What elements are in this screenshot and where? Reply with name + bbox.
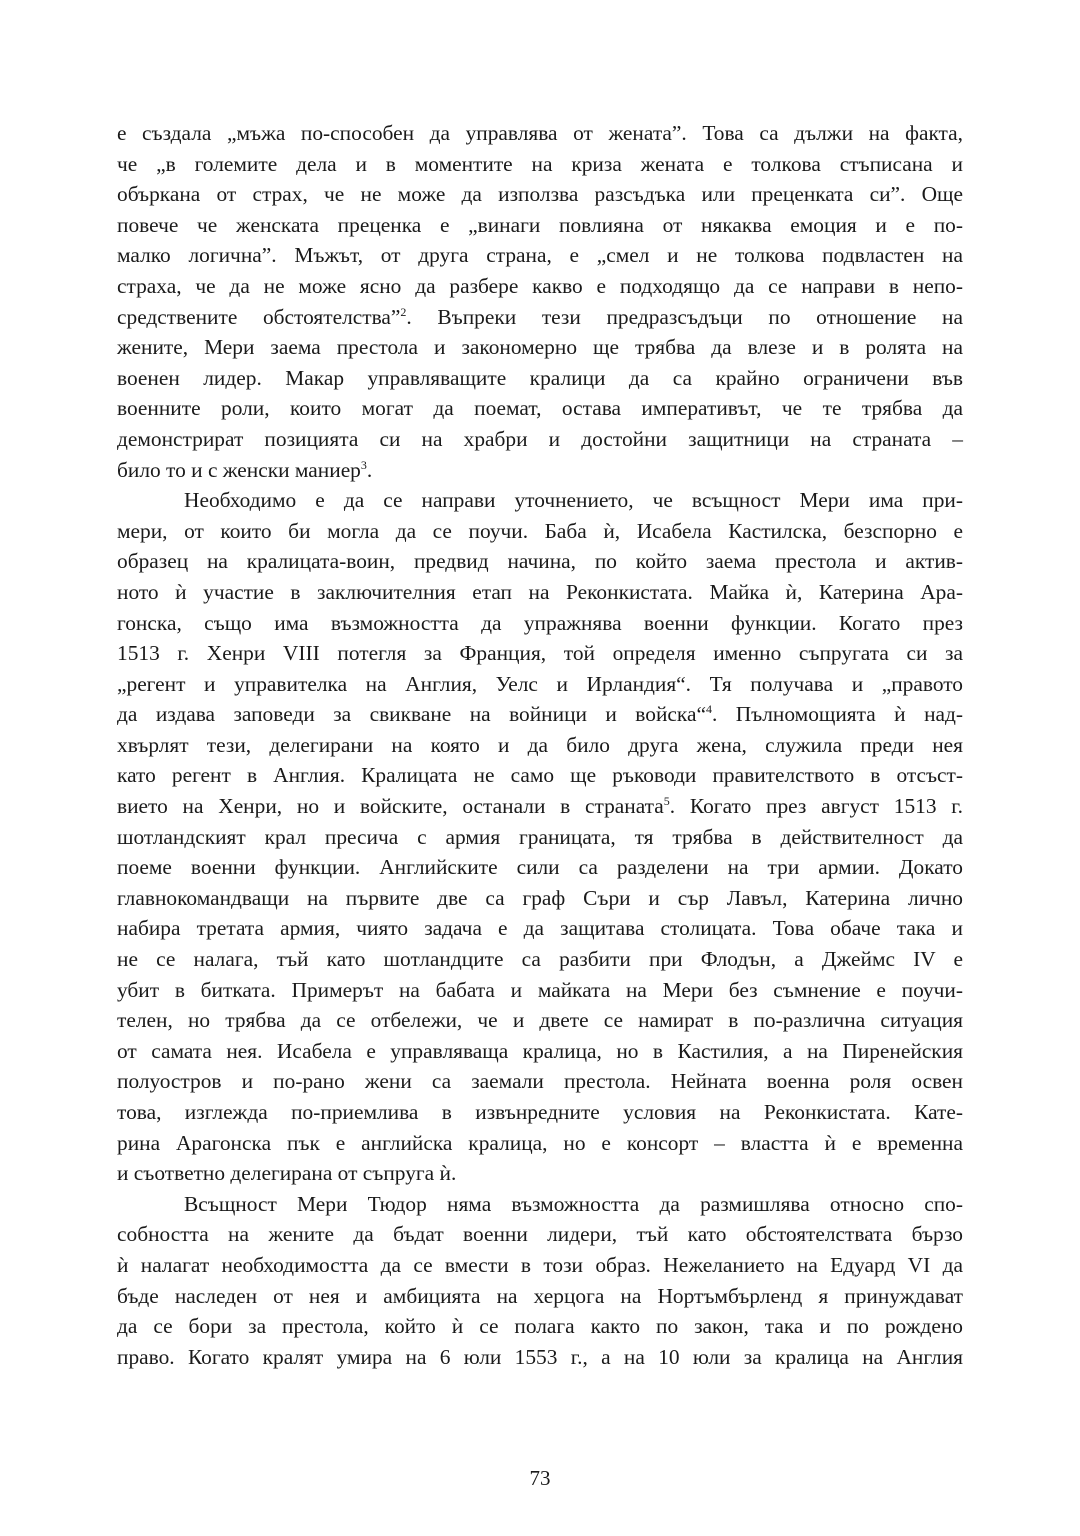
text-segment: полуостров и по-рано жени са заемали престола. Нейната военна роля освен: [117, 1069, 963, 1094]
text-segment: образец на кралицата-воин, предвид начина, по който заема престола и актив-: [117, 549, 963, 574]
text-line: [117, 730, 963, 761]
paragraph: [117, 1189, 963, 1373]
text-segment: било то и с женски маниер: [117, 457, 361, 482]
text-line: [117, 883, 963, 914]
text-line: [117, 944, 963, 975]
text-line: [117, 118, 963, 149]
text-segment: жените, Мери заема престола и закономерно ще трябва да влезе и в ролята на: [117, 335, 963, 360]
text-line: [117, 1128, 963, 1159]
text-segment: това, изглежда по-приемлива в извънредните условия на Реконкистата. Кате-: [117, 1100, 963, 1124]
text-line: [117, 1189, 963, 1220]
text-segment: страха, че да не може ясно да разбере какво е подходящо да се направи в непо-: [117, 273, 963, 298]
text-segment: убит в битката. Примерът на бабата и майката на Мери без съмнение е поучи-: [117, 977, 963, 1002]
text-line: [117, 332, 963, 363]
footnote-ref[interactable]: 2: [400, 304, 407, 319]
text-segment: да се бори за престола, който ѝ се полага както по закон, така и по рождено: [117, 1314, 963, 1339]
text-segment: от самата нея. Исабела е управляваща кралица, но в Кастилия, а на Пиренейския: [117, 1038, 963, 1063]
text-line: [117, 577, 963, 608]
text-line: [117, 1311, 963, 1342]
text-line: [117, 149, 963, 180]
text-line: [117, 975, 963, 1006]
text-segment: и съответно делегирана от съпруга ѝ.: [117, 1161, 457, 1186]
text-line: [117, 240, 963, 271]
text-line: [117, 485, 963, 516]
text-segment: набира третата армия, чиято задача е да защитава столицата. Това обаче така и: [117, 916, 963, 941]
text-segment: е създала „мъжа по-способен да управлява от жената”. Това са дължи на факта,: [117, 121, 963, 145]
text-segment: че „в големите дела и в моментите на криза жената е толкова стъписана и: [117, 151, 963, 176]
text-line: [117, 393, 963, 424]
text-segment: главнокомандващи на първите две са граф Съри и сър Лавъл, Катерина лично: [117, 885, 963, 910]
text-line: [117, 608, 963, 639]
text-segment: собността на жените да бъдат военни лидери, тъй като обстоятелствата бързо: [117, 1222, 963, 1247]
text-line: [117, 669, 963, 700]
text-segment: военните роли, които могат да поемат, остава императивът, че те трябва да: [117, 396, 963, 421]
text-segment: малко логична”. Мъжът, от друга страна, е „смел и не толкова подвластен на: [117, 243, 963, 268]
text-line: [117, 1250, 963, 1281]
text-segment: демонстрират позицията си на храбри и достойни защитници на страната –: [117, 426, 963, 451]
text-segment: поеме военни функции. Английските сили са разделени на три армии. Докато: [117, 855, 963, 880]
text-line: [117, 363, 963, 394]
text-line: [117, 791, 963, 822]
text-segment: . Пълномощията ѝ над-: [711, 702, 964, 727]
text-line: [117, 1066, 963, 1097]
text-segment: като регент в Англия. Кралицата не само ще ръководи правителството в отсъст-: [117, 763, 963, 788]
text-line: [117, 210, 963, 241]
text-line: [117, 699, 963, 730]
text-segment: средствените обстоятелства”: [117, 304, 401, 329]
text-line: [117, 913, 963, 944]
text-segment: военен лидер. Макар управляващите кралици да са крайно ограничени във: [117, 365, 963, 390]
text-line: [117, 546, 963, 577]
text-line: [117, 760, 963, 791]
text-line: [117, 424, 963, 455]
text-segment: мери, от които би могла да се поучи. Баба ѝ, Исабела Кастилска, безспорно е: [117, 518, 963, 543]
text-line: [117, 271, 963, 302]
text-segment: ѝ налагат необходимостта да се вмести в този образ. Нежеланието на Едуард VI да: [117, 1252, 963, 1277]
text-line: [117, 1097, 963, 1128]
text-segment: „регент и управителка на Англия, Уелс и Ирландия“. Тя получава и „правото: [117, 671, 963, 696]
text-segment: Необходимо е да се направи уточнението, че всъщност Мери има при-: [184, 488, 963, 513]
text-segment: ното ѝ участие в заключителния етап на Реконкистата. Майка ѝ, Катерина Ара-: [117, 579, 963, 604]
text-line: [117, 179, 963, 210]
text-line: [117, 1158, 963, 1189]
text-line: [117, 302, 963, 333]
text-segment: .: [366, 457, 373, 482]
paragraph: [117, 485, 963, 1189]
text-line: [117, 1005, 963, 1036]
page-body: [117, 118, 963, 1372]
footnote-ref[interactable]: 3: [360, 457, 367, 472]
text-segment: хвърлят тези, делегирани на която и да било друга жена, служила преди нея: [117, 732, 963, 757]
text-segment: повече че женската преценка е „винаги повлияна от някаква емоция и е по-: [117, 212, 963, 237]
text-segment: телен, но трябва да се отбележи, че и двете се намират в по-различна ситуация: [117, 1008, 963, 1033]
text-segment: шотландският крал пресича с армия границата, тя трябва в действителност да: [117, 824, 963, 849]
text-segment: да издава заповеди за свикване на войници и войска“: [117, 702, 706, 727]
text-line: [117, 822, 963, 853]
text-segment: рина Арагонска пък е английска кралица, но е консорт – властта ѝ е временна: [117, 1130, 963, 1155]
text-segment: Всъщност Мери Тюдор няма възможността да размишлява относно спо-: [184, 1191, 963, 1216]
paragraph: [117, 118, 963, 485]
text-line: [117, 1036, 963, 1067]
text-segment: гонска, също има възможността да упражнява военни функции. Когато през: [117, 610, 963, 635]
text-segment: не се налага, тъй като шотландците са разбити при Флодън, а Джеймс IV е: [117, 947, 963, 972]
text-line: [117, 455, 963, 486]
text-line: [117, 1281, 963, 1312]
footnote-ref[interactable]: 4: [705, 702, 712, 717]
text-segment: право. Когато кралят умира на 6 юли 1553 г., а на 10 юли за кралица на Англия: [117, 1344, 963, 1369]
text-line: [117, 1342, 963, 1373]
page-number: 73: [529, 1466, 551, 1490]
text-segment: . Когато през август 1513 г.: [669, 794, 964, 819]
text-segment: бъде наследен от нея и амбицията на херцога на Нортъмбърленд я принуждават: [117, 1283, 963, 1308]
text-line: [117, 638, 963, 669]
text-line: [117, 1219, 963, 1250]
text-line: [117, 852, 963, 883]
footnote-ref[interactable]: 5: [663, 794, 670, 809]
text-segment: . Въпреки тези предразсъдъци по отношение на: [406, 304, 963, 329]
text-segment: вието на Хенри, но и войските, останали в страната: [117, 794, 664, 819]
text-segment: объркана от страх, че не може да използва разсъдъка или преценката си”. Още: [117, 182, 963, 207]
text-segment: 1513 г. Хенри VIII потегля за Франция, той определя именно съпругата си за: [117, 641, 963, 666]
text-line: [117, 516, 963, 547]
